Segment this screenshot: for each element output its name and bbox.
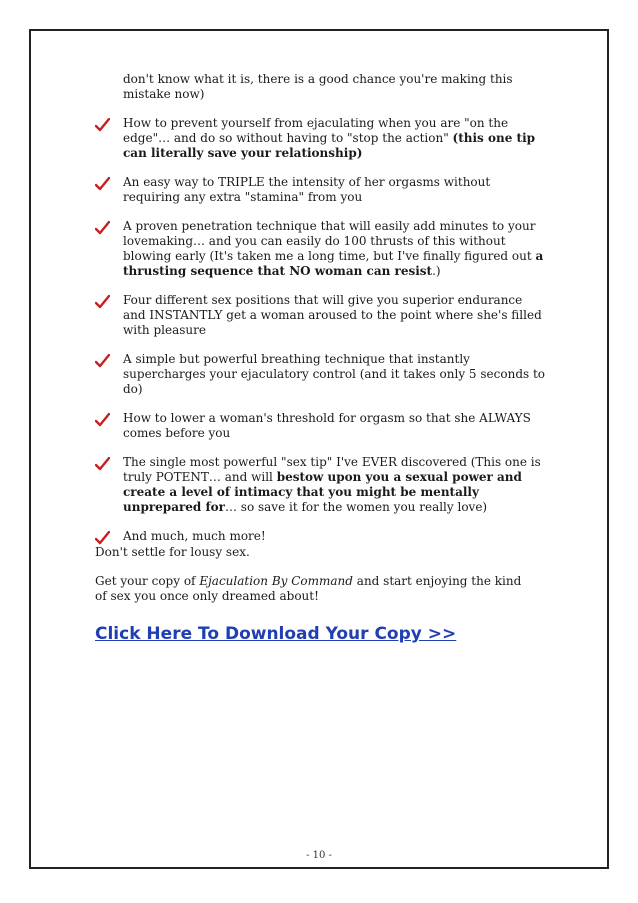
red-checkmark-icon — [95, 177, 110, 191]
red-checkmark-icon — [95, 221, 110, 235]
list-item — [95, 352, 545, 397]
list-item — [95, 529, 545, 544]
page-number: - 10 - — [306, 850, 332, 861]
list-item — [95, 455, 545, 515]
list-item — [95, 175, 545, 205]
list-item — [95, 219, 545, 279]
closing-section — [95, 545, 535, 644]
list-item-bold-text: (this one tip can literally save your relationship) — [123, 131, 536, 160]
list-item-text: The single most powerful "sex tip" I've EVER discovered (This one is truly POTENT… and will — [123, 455, 541, 484]
list-item — [95, 116, 545, 161]
benefits-list — [95, 72, 545, 544]
download-link[interactable]: Click Here To Download Your Copy >> — [95, 624, 457, 644]
paragraph-text: Get your copy of — [95, 574, 200, 588]
list-item-text: And much, much more! — [123, 529, 266, 543]
paragraph-text-end: and start enjoying the kind of sex you once only dreamed about! — [95, 574, 522, 603]
book-title: Ejaculation By Command — [199, 574, 353, 588]
list-item-text: How to prevent yourself from ejaculating when you are "on the edge"… and do so without having to "stop the action" — [123, 116, 509, 145]
red-checkmark-icon — [95, 413, 110, 427]
list-item-text: Four different sex positions that will give you superior endurance and INSTANTLY get a woman aroused to the point where she's filled with pleasure — [123, 293, 542, 337]
list-item-text-end: … so save it for the women you really love) — [224, 500, 488, 514]
list-item-text: A simple but powerful breathing technique that instantly supercharges your ejaculatory control (and it takes only 5 seconds to do) — [123, 352, 546, 396]
list-item-text-end: .) — [432, 264, 441, 278]
list-item-bold-text: bestow upon you a sexual power and create a level of intimacy that you might be mentally unprepared for — [123, 470, 522, 514]
page-content — [95, 72, 545, 558]
closing-paragraph-1: Don't settle for lousy sex. — [95, 545, 250, 559]
list-item — [95, 293, 545, 338]
list-item — [95, 411, 545, 441]
red-checkmark-icon — [95, 295, 110, 309]
red-checkmark-icon — [95, 531, 110, 545]
red-checkmark-icon — [95, 354, 110, 368]
list-item — [95, 72, 545, 102]
list-item-text: An easy way to TRIPLE the intensity of her orgasms without requiring any extra "stamina" from you — [123, 175, 491, 204]
list-item-text: How to lower a woman's threshold for orgasm so that she ALWAYS comes before you — [123, 411, 531, 440]
list-item-bold-text: a thrusting sequence that NO woman can resist — [123, 249, 544, 278]
list-item-text: A proven penetration technique that will easily add minutes to your lovemaking… and you can easily do 100 thrusts of this without blowing early (It's taken me a long time, but I've finally figured out — [123, 219, 536, 263]
red-checkmark-icon — [95, 457, 110, 471]
red-checkmark-icon — [95, 118, 110, 132]
closing-paragraph-2 — [95, 574, 535, 604]
list-item-text: don't know what it is, there is a good chance you're making this mistake now) — [123, 72, 513, 101]
